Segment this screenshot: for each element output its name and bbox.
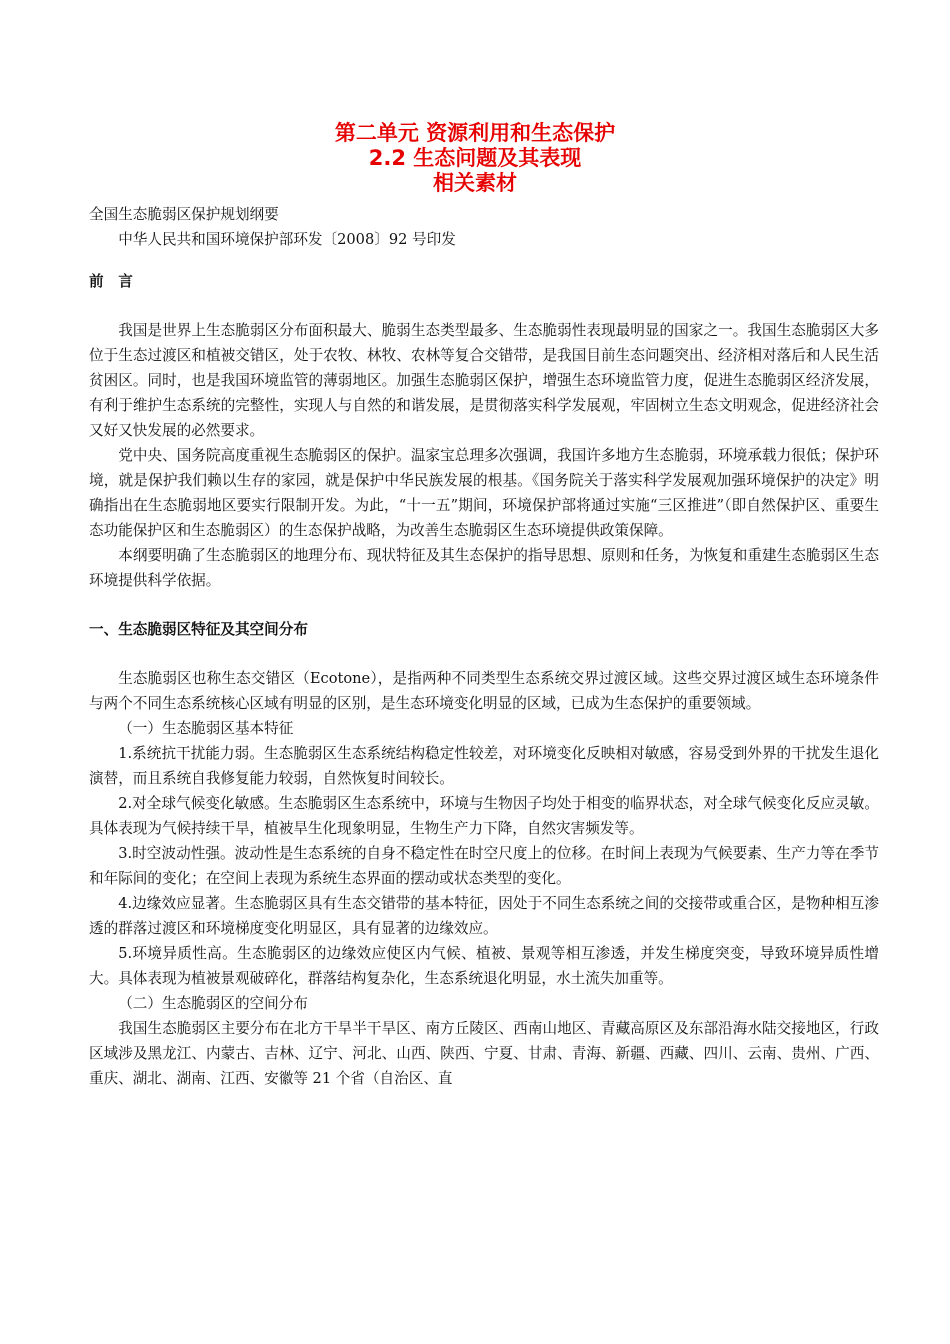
feature-item: 1.系统抗干扰能力弱。生态脆弱区生态系统结构稳定性较差，对环境变化反映相对敏感，容易受到外界的干扰发生退化演替，而且系统自我修复能力较弱，自然恢复时间较长。	[89, 745, 879, 787]
spacer	[89, 252, 879, 269]
feature-item: 2.对全球气候变化敏感。生态脆弱区生态系统中，环境与生物因子均处于相变的临界状态，对全球气候变化反应灵敏。具体表现为气候持续干旱，植被旱生化现象明显，生物生产力下降，自然灾害频发等。	[89, 795, 879, 837]
preface-heading: 前 言	[89, 273, 133, 290]
spacer	[89, 294, 879, 318]
feature-item: 3.时空波动性强。波动性是生态系统的自身不稳定性在时空尺度上的位移。在时间上表现为气候要素、生产力等在季节和年际间的变化；在空间上表现为系统生态界面的摆动或状态类型的变化。	[89, 845, 879, 887]
section-intro: 生态脆弱区也称生态交错区（Ecotone），是指两种不同类型生态系统交界过渡区域。这些交界过渡区域生态环境条件与两个不同生态系统核心区域有明显的区别，是生态环境变化明显的区域，已成为生态保护的重要领域。	[89, 670, 879, 712]
subsection-heading: （二）生态脆弱区的空间分布	[118, 995, 308, 1012]
section-title: 2.2 生态问题及其表现	[368, 146, 582, 170]
spacer	[89, 642, 879, 666]
document-body	[89, 202, 879, 1091]
subsection-heading: （一）生态脆弱区基本特征	[118, 720, 294, 737]
material-title: 相关素材	[433, 171, 517, 195]
distribution-paragraph: 我国生态脆弱区主要分布在北方干旱半干旱区、南方丘陵区、西南山地区、青藏高原区及东部沿海水陆交接地区，行政区域涉及黑龙江、内蒙古、吉林、辽宁、河北、山西、陕西、宁夏、甘肃、青海、新疆、西藏、四川、云南、贵州、广西、重庆、湖北、湖南、江西、安徽等 21 个省（自治区、直	[89, 1020, 879, 1087]
spacer	[89, 593, 879, 617]
document-name: 全国生态脆弱区保护规划纲要	[89, 206, 279, 223]
feature-item: 5.环境异质性高。生态脆弱区的边缘效应使区内气候、植被、景观等相互渗透，并发生梯度突变，导致环境异质性增大。具体表现为植被景观破碎化，群落结构复杂化，生态系统退化明显，水土流失加重等。	[89, 945, 879, 987]
document-issuer: 中华人民共和国环境保护部环发〔2008〕92 号印发	[118, 231, 456, 248]
feature-item: 4.边缘效应显著。生态脆弱区具有生态交错带的基本特征，因处于不同生态系统之间的交接带或重合区，是物种相互渗透的群落过渡区和环境梯度变化明显区，具有显著的边缘效应。	[89, 895, 879, 937]
unit-title: 第二单元 资源利用和生态保护	[334, 121, 616, 145]
title-block	[0, 121, 950, 196]
preface-paragraph: 本纲要明确了生态脆弱区的地理分布、现状特征及其生态保护的指导思想、原则和任务，为恢复和重建生态脆弱区生态环境提供科学依据。	[89, 547, 879, 589]
section-heading: 一、生态脆弱区特征及其空间分布	[89, 621, 308, 638]
preface-paragraph: 党中央、国务院高度重视生态脆弱区的保护。温家宝总理多次强调，我国许多地方生态脆弱，环境承载力很低；保护环境，就是保护我们赖以生存的家园，就是保护中华民族发展的根基。《国务院关于落实科学发展观加强环境保护的决定》明确指出在生态脆弱地区要实行限制开发。为此，“十一五”期间，环境保护部将通过实施“三区推进”（即自然保护区、重要生态功能保护区和生态脆弱区）的生态保护战略，为改善生态脆弱区生态环境提供政策保障。	[89, 447, 879, 539]
preface-paragraph: 我国是世界上生态脆弱区分布面积最大、脆弱生态类型最多、生态脆弱性表现最明显的国家之一。我国生态脆弱区大多位于生态过渡区和植被交错区，处于农牧、林牧、农林等复合交错带，是我国目前生态问题突出、经济相对落后和人民生活贫困区。同时，也是我国环境监管的薄弱地区。加强生态脆弱区保护，增强生态环境监管力度，促进生态脆弱区经济发展，有利于维护生态系统的完整性，实现人与自然的和谐发展，是贯彻落实科学发展观，牢固树立生态文明观念，促进经济社会又好又快发展的必然要求。	[89, 322, 879, 439]
